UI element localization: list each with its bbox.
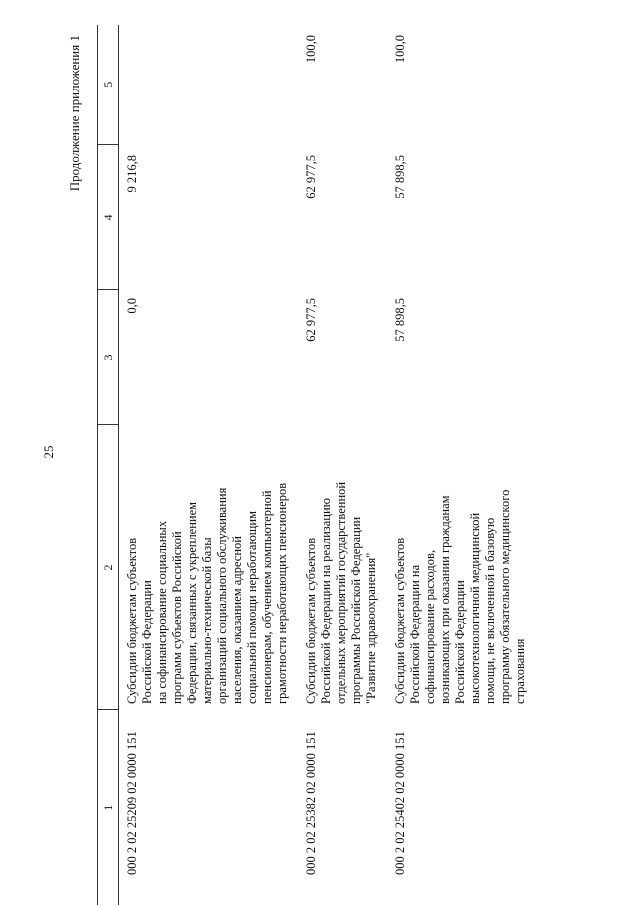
amount-col-3: 62 977,5 xyxy=(304,298,318,342)
budget-code: 000 2 02 25402 02 0000 151 xyxy=(393,731,407,875)
table-row xyxy=(387,25,536,905)
item-description: Субсидии бюджетам субъектов Российской Федерации на софинансирование расходов, возникающих при оказании гражданам Российской Федерации высокотехнологичной медицинской помощи, не включенной в базовую программу обязательного медицинского страхования xyxy=(393,489,527,704)
item-description: Субсидии бюджетам субъектов Российской Федерации на реализацию отдельных мероприятий государственной программы Российской Федерации "Развитие здравоохранения" xyxy=(304,481,378,704)
amount-col-3: 57 898,5 xyxy=(393,298,407,342)
budget-code: 000 2 02 25382 02 0000 151 xyxy=(304,731,318,875)
amount-col-4: 57 898,5 xyxy=(393,155,407,199)
rotated-page-content xyxy=(67,25,587,905)
header-col-4: 4 xyxy=(98,145,119,290)
header-col-5: 5 xyxy=(98,25,119,145)
appendix-table xyxy=(97,25,536,905)
percent-col-5: 100,0 xyxy=(304,35,318,64)
budget-code: 000 2 02 25209 02 0000 151 xyxy=(125,731,139,875)
percent-col-5: 100,0 xyxy=(393,35,407,64)
header-col-3: 3 xyxy=(98,290,119,425)
header-col-2: 2 xyxy=(98,425,119,710)
item-description: Субсидии бюджетам субъектов Российской Федерации на софинансирование социальных программ субъектов Российской Федерации, связанных с укреплением материально-технической базы организаций социального обслуживания населения, оказанием адресной социальной помощи неработающим пенсионерам, обучением компьютерной грамотности неработающих пенсионеров xyxy=(125,482,289,704)
page-number: 25 xyxy=(41,445,56,459)
amount-col-3: 0,0 xyxy=(125,298,139,314)
table-row xyxy=(119,25,299,905)
continuation-label: Продолжение приложения 1 xyxy=(67,35,82,192)
amount-col-4: 9 216,8 xyxy=(125,155,139,193)
table-row xyxy=(298,25,387,905)
header-col-1: 1 xyxy=(98,710,119,905)
amount-col-4: 62 977,5 xyxy=(304,155,318,199)
table-header xyxy=(98,25,119,905)
percent-col-5 xyxy=(119,25,299,145)
